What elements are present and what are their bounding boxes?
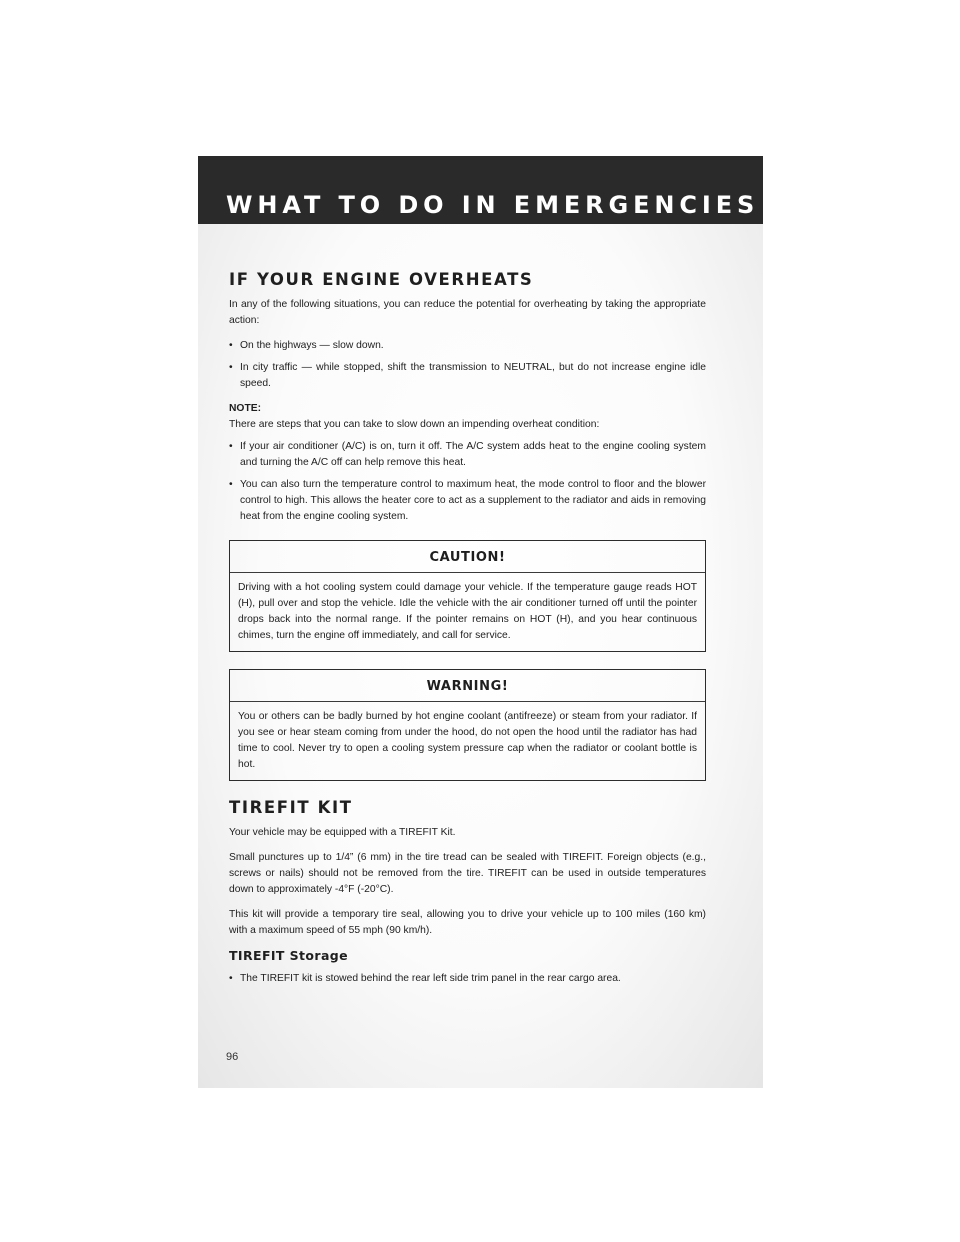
note-label: NOTE: [229, 403, 262, 414]
list-item [229, 971, 706, 987]
list-item-text: If your air conditioner (A/C) is on, turn it off. The A/C system adds heat to the engine cooling system and turning the A/C off can help remove this heat. [240, 441, 706, 468]
page-content [229, 270, 706, 996]
manual-page [198, 156, 763, 1088]
bullet-icon: • [229, 362, 233, 373]
list-item-text: On the highways — slow down. [240, 340, 384, 351]
bullet-icon: • [229, 479, 233, 490]
tirefit-storage-heading: TIREFIT Storage [229, 948, 349, 963]
list-item [229, 477, 706, 525]
overheat-section [229, 270, 706, 781]
tirefit-paragraph: Small punctures up to 1/4” (6 mm) in the tire tread can be sealed with TIREFIT. Foreign objects (e.g., screws or nails) should not be removed from the tire. TIREFIT can be used in outside temperatures down to approximately -4°F (-20°C). [229, 852, 706, 895]
list-item-text: The TIREFIT kit is stowed behind the rear left side trim panel in the rear cargo area. [240, 973, 621, 984]
bullet-icon: • [229, 441, 233, 452]
chapter-header-band [198, 156, 763, 224]
note-steps-list [229, 439, 706, 525]
tirefit-storage-list [229, 971, 706, 987]
list-item [229, 338, 706, 354]
tirefit-heading: TIREFIT KIT [229, 798, 353, 817]
list-item-text: You can also turn the temperature control to maximum heat, the mode control to floor and the blower control to high. This allows the heater core to act as a supplement to the radiator and aids in removing heat from the engine cooling system. [240, 479, 706, 522]
chapter-title: WHAT TO DO IN EMERGENCIES [226, 191, 760, 219]
warning-title: WARNING! [230, 670, 705, 702]
warning-text: You or others can be badly burned by hot engine coolant (antifreeze) or steam from your radiator. If you see or hear steam coming from under the hood, do not open the hood until the radiator has had time to cool. Never try to open a cooling system pressure cap when the radiator or coolant bottle is hot. [238, 711, 697, 770]
tirefit-paragraph: This kit will provide a temporary tire seal, allowing you to drive your vehicle up to 100 miles (160 km) with a maximum speed of 55 mph (90 km/h). [229, 909, 706, 936]
bullet-icon: • [229, 973, 233, 984]
list-item-text: In city traffic — while stopped, shift the transmission to NEUTRAL, but do not increase engine idle speed. [240, 362, 706, 389]
caution-title: CAUTION! [230, 541, 705, 573]
caution-text: Driving with a hot cooling system could damage your vehicle. If the temperature gauge reads HOT (H), pull over and stop the vehicle. Idle the vehicle with the air conditioner turned off until the pointer drops back into the normal range. If the pointer remains on HOT (H), and you hear continuous chimes, turn the engine off immediately, and call for service. [238, 582, 697, 641]
overheat-intro: In any of the following situations, you can reduce the potential for overheating by taking the appropriate action: [229, 299, 706, 326]
note-text: There are steps that you can take to slow down an impending overheat condition: [229, 419, 600, 430]
overheat-actions-list [229, 338, 706, 392]
overheat-heading: IF YOUR ENGINE OVERHEATS [229, 270, 534, 289]
warning-box [229, 669, 706, 781]
list-item [229, 360, 706, 392]
tirefit-section [229, 798, 706, 987]
caution-box [229, 540, 706, 652]
page-number: 96 [226, 1051, 239, 1063]
list-item [229, 439, 706, 471]
bullet-icon: • [229, 340, 233, 351]
tirefit-paragraph: Your vehicle may be equipped with a TIREFIT Kit. [229, 827, 456, 838]
